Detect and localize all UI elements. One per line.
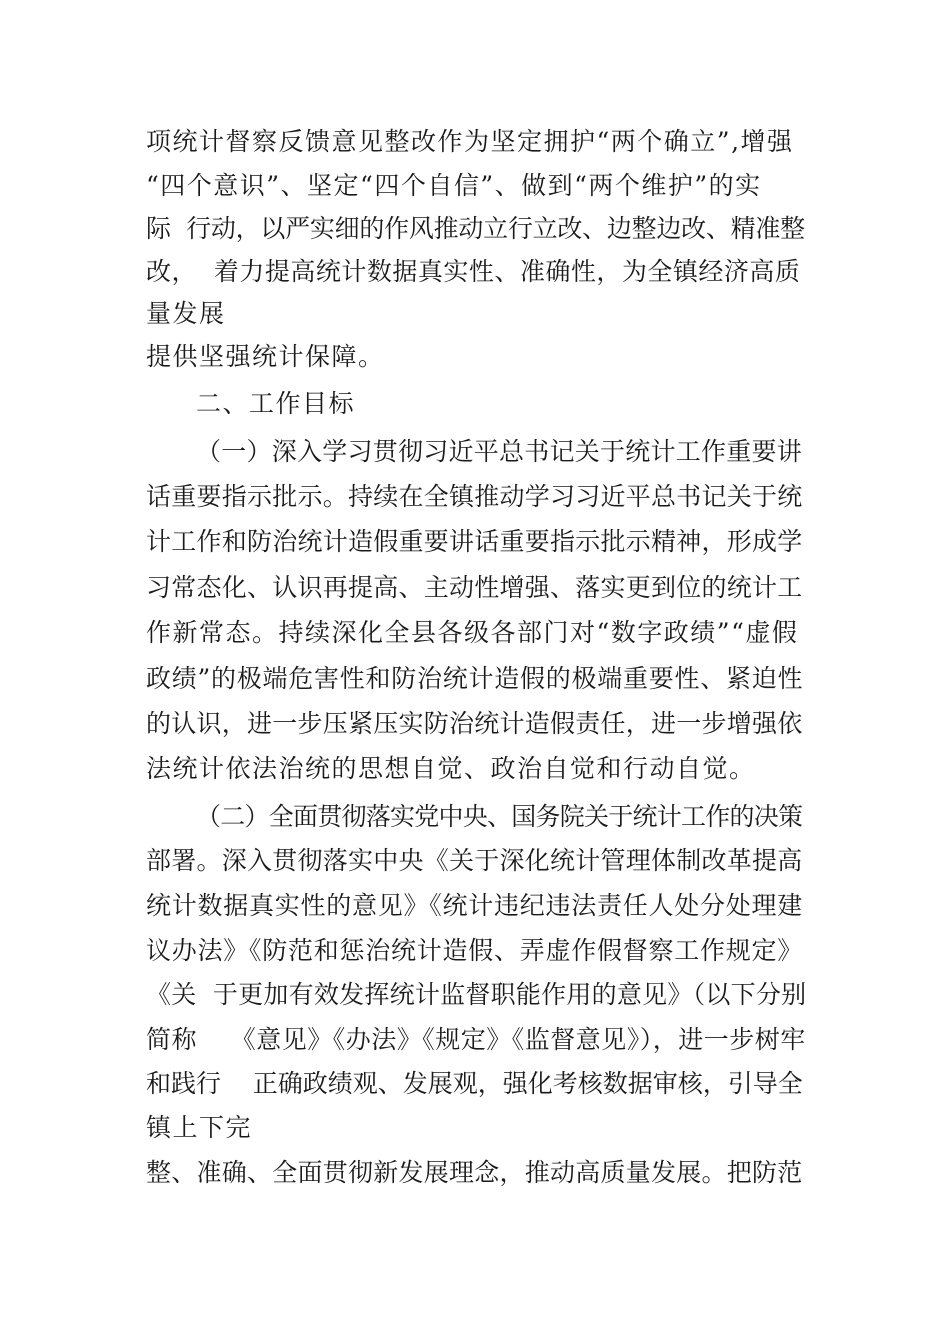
text-line: 提供坚强统计保障。: [146, 342, 385, 371]
text-line: 习常态化、认识再提高、主动性增强、落实更到位的统计工: [146, 573, 803, 602]
section-heading: 二、工作目标: [196, 389, 356, 418]
text-line: “四个意识”、坚定“四个自信”、做到“两个维护”的实: [146, 171, 762, 200]
text-line: 政绩”的极端危害性和防治统计造假的极端重要性、紧迫性: [146, 664, 804, 693]
text-line: 法统计依法治统的思想自觉、政治自觉和行动自觉。: [146, 754, 756, 783]
text-line: 话重要指示批示。持续在全镇推动学习习近平总书记关于统: [146, 482, 803, 511]
text-line: （二）全面贯彻落实党中央、国务院关于统计工作的决策: [196, 802, 803, 831]
text-line: 议办法》《防范和惩治统计造假、弄虚作假督察工作规定》: [146, 936, 804, 965]
text-line: （一）深入学习贯彻习近平总书记关于统计工作重要讲: [196, 437, 803, 466]
text-line: 项统计督察反馈意见整改作为坚定拥护“两个确立”,增强: [146, 127, 794, 156]
text-line: 和践行 正确政绩观、发展观，强化考核数据审核，引导全: [146, 1069, 803, 1098]
text-line: 简称 《意见》《办法》《规定》《监督意见》），进一步树牢: [146, 1025, 806, 1054]
text-line: 计工作和防治统计造假重要讲话重要指示批示精神，形成学: [146, 527, 803, 556]
text-line: 统计数据真实性的意见》《统计违纪违法责任人处分处理建: [146, 891, 804, 920]
text-line: 的认识，进一步压紧压实防治统计造假责任，进一步增强依: [146, 709, 803, 738]
text-line: 部署。深入贯彻落实中央《关于深化统计管理体制改革提高: [146, 846, 803, 875]
text-line: 作新常态。持续深化全县各级各部门对“数字政绩”“虚假: [146, 618, 799, 647]
text-line: 镇上下完: [146, 1113, 253, 1142]
text-line: 量发展: [146, 299, 226, 328]
text-line: 《关 于更加有效发挥统计监督职能作用的意见》（以下分别: [146, 980, 807, 1009]
text-line: 改， 着力提高统计数据真实性、准确性，为全镇经济高质: [146, 257, 801, 286]
text-line: 整、准确、全面贯彻新发展理念，推动高质量发展。把防范: [146, 1158, 803, 1187]
text-line: 际 行动，以严实细的作风推动立行立改、边整边改、精准整: [146, 214, 805, 243]
